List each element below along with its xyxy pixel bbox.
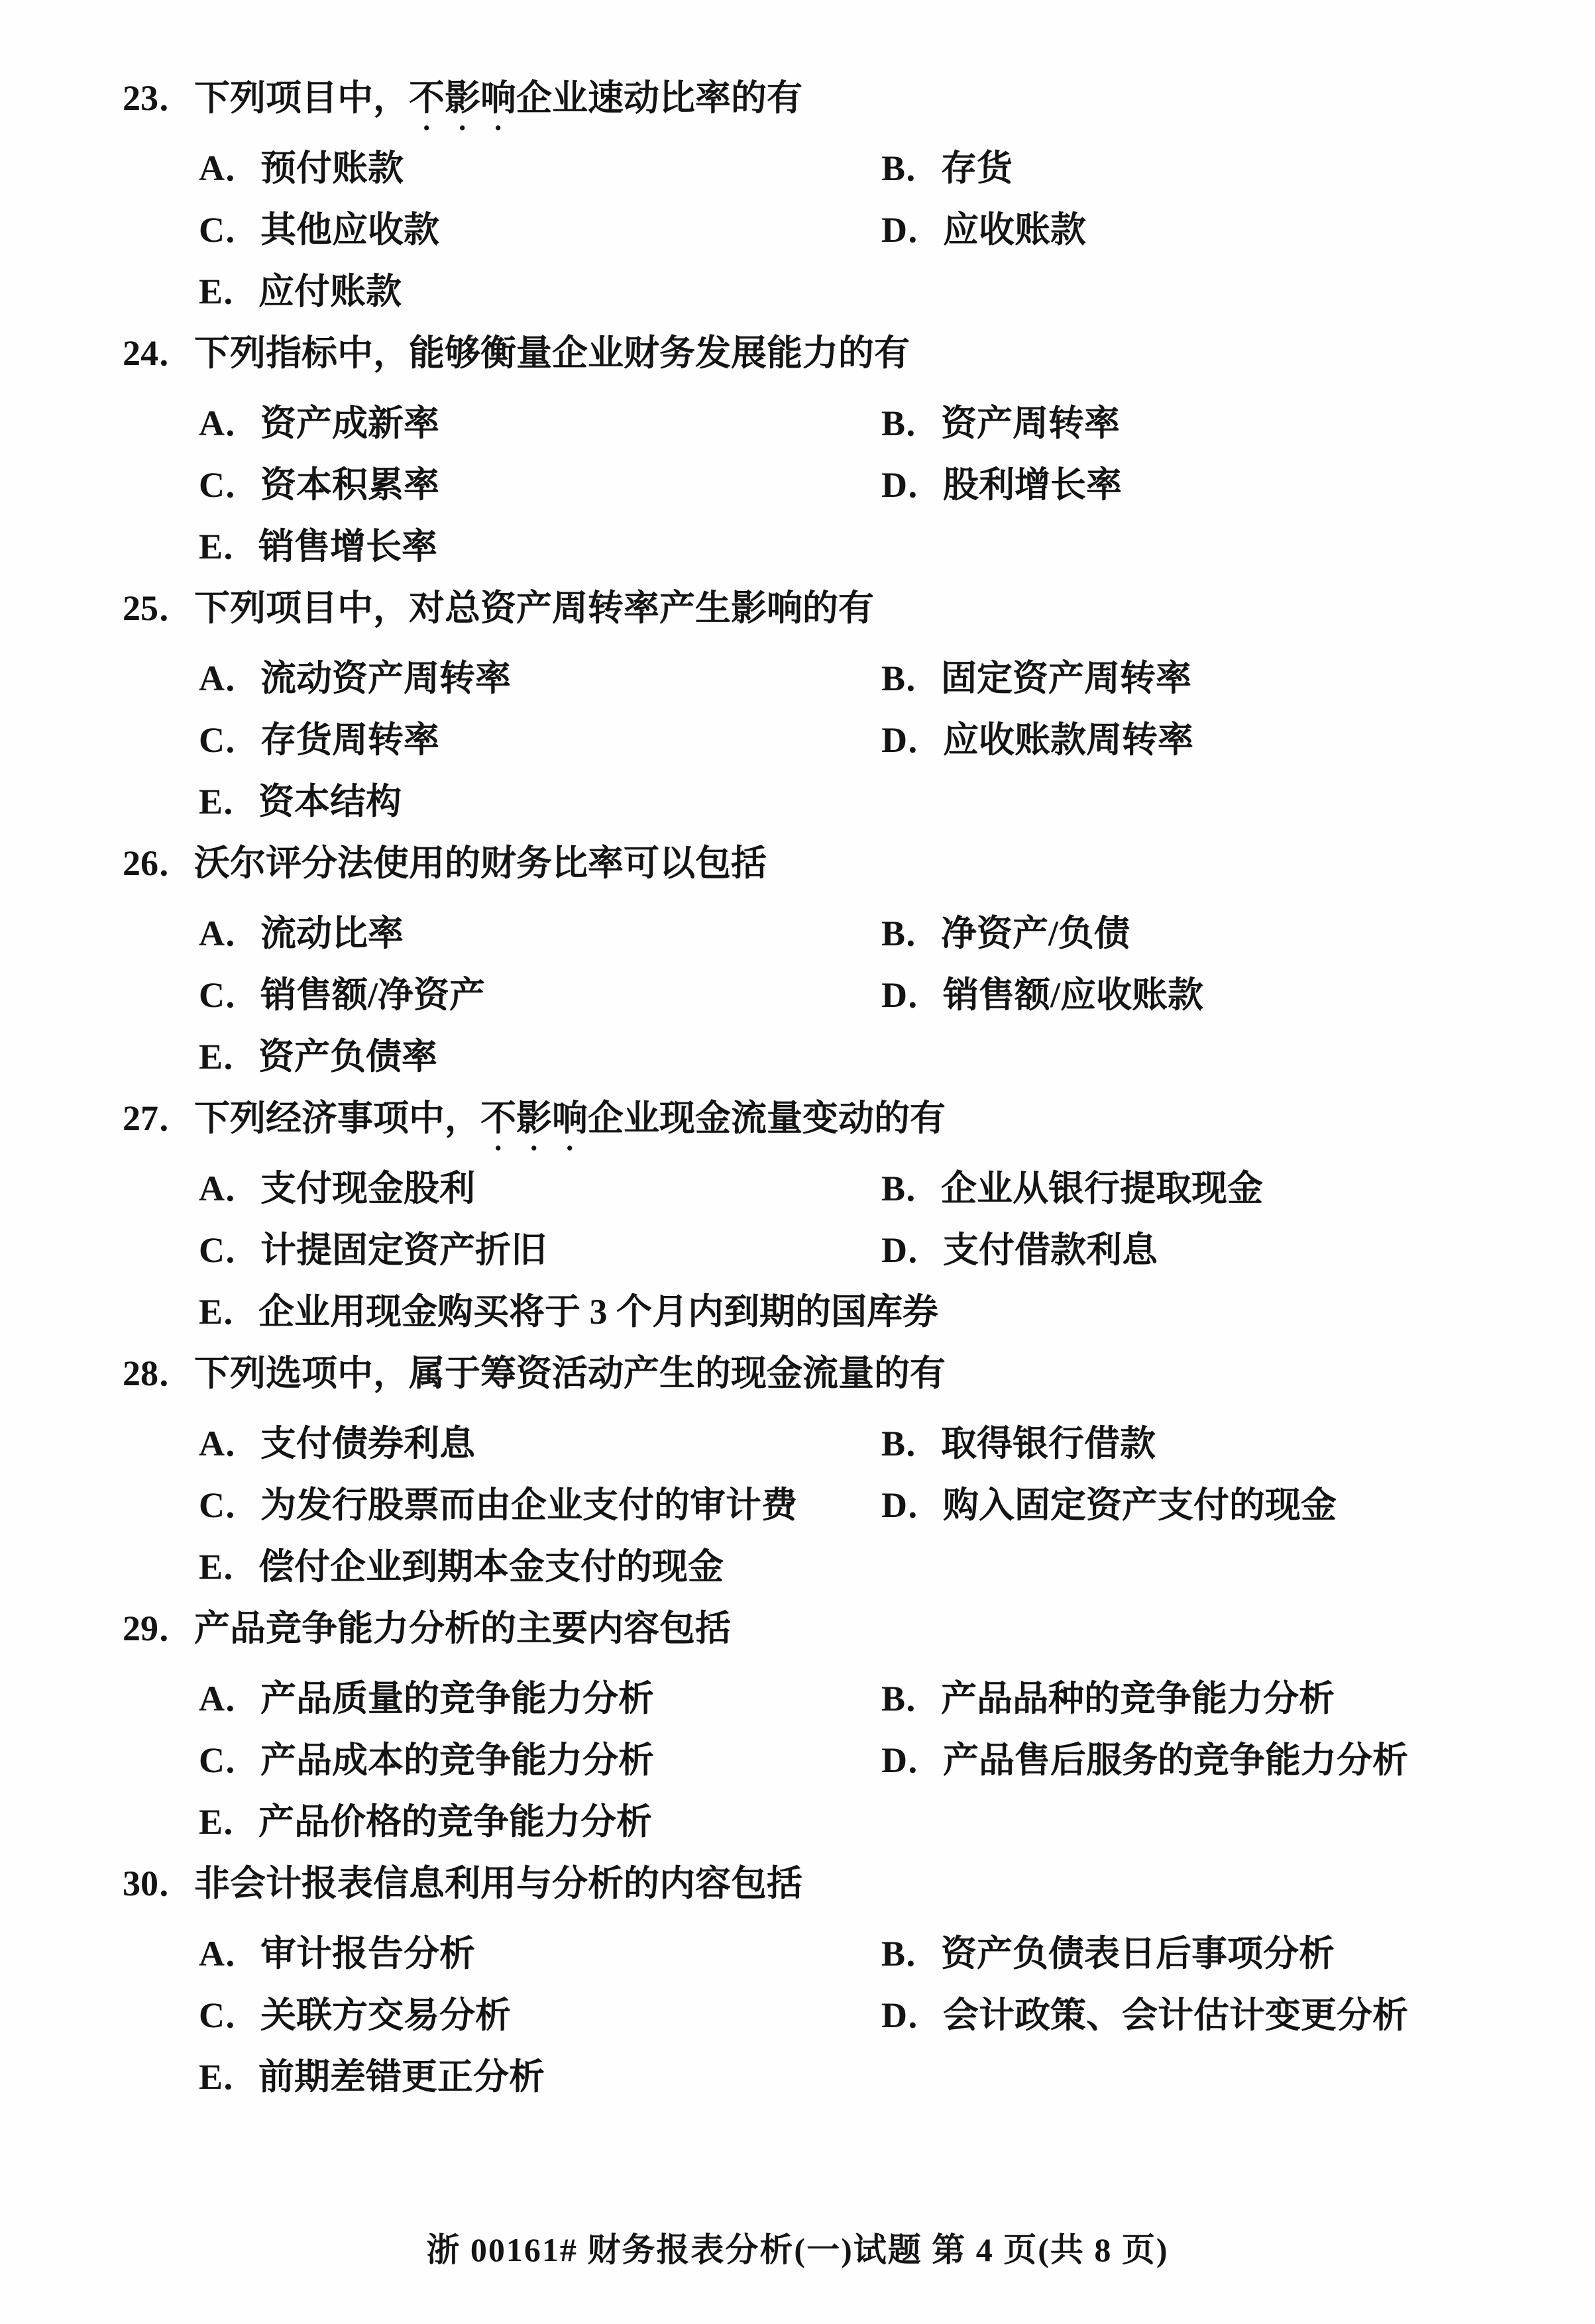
- stem-text: 企业速动比率的有: [516, 78, 802, 118]
- option-group: [0, 138, 1595, 323]
- stem-emphasized-text: 不影响: [480, 1098, 588, 1138]
- question-number: 23．: [123, 78, 194, 118]
- page-footer: [0, 2223, 1595, 2271]
- q25-option-b: B．固定资产周转率: [881, 659, 1192, 698]
- question-26: [0, 833, 1595, 1088]
- q26-option-c: C．销售额/净资产: [199, 975, 485, 1015]
- q27-option-a: A．支付现金股利: [199, 1169, 475, 1208]
- question-list: [0, 68, 1595, 2108]
- q28-option-c: C．为发行股票而由企业支付的审计费: [199, 1485, 797, 1525]
- option-group: [0, 903, 1595, 1088]
- question-29: [0, 1598, 1595, 1853]
- q25-option-e: E．资本结构: [199, 782, 402, 821]
- q26-option-d: D．销售额/应收账款: [881, 975, 1203, 1015]
- q27-option-e: E．企业用现金购买将于 3 个月内到期的国库券: [199, 1292, 939, 1332]
- question-stem: [0, 1088, 1595, 1158]
- q26-option-e: E．资产负债率: [199, 1037, 438, 1077]
- q24-option-e: E．销售增长率: [199, 527, 438, 566]
- question-27: [0, 1088, 1595, 1343]
- question-number: 30．: [123, 1864, 194, 1903]
- question-number: 28．: [123, 1353, 194, 1393]
- stem-text: 下列选项中，属于筹资活动产生的现金流量的有: [194, 1353, 946, 1393]
- option-group: [0, 1413, 1595, 1598]
- q23-option-d: D．应收账款: [881, 210, 1086, 250]
- q29-option-b: B．产品品种的竞争能力分析: [881, 1679, 1335, 1718]
- option-group: [0, 1158, 1595, 1343]
- question-number: 26．: [123, 843, 194, 883]
- stem-emphasized-text: 不影响: [409, 78, 516, 118]
- question-stem: [0, 578, 1595, 648]
- stem-text: 下列项目中，对总资产周转率产生影响的有: [194, 588, 874, 628]
- option-group: [0, 1668, 1595, 1853]
- question-stem: [0, 323, 1595, 393]
- q28-option-e: E．偿付企业到期本金支付的现金: [199, 1547, 724, 1587]
- q24-option-d: D．股利增长率: [881, 465, 1122, 505]
- option-group: [0, 1923, 1595, 2108]
- option-group: [0, 393, 1595, 578]
- q26-option-b: B．净资产/负债: [881, 914, 1130, 953]
- question-stem: [0, 1343, 1595, 1413]
- stem-text: 非会计报表信息利用与分析的内容包括: [194, 1864, 802, 1903]
- stem-text: 企业现金流量变动的有: [588, 1098, 946, 1138]
- q24-option-b: B．资产周转率: [881, 403, 1121, 443]
- q23-option-c: C．其他应收款: [199, 210, 439, 250]
- footer-text: 浙 00161# 财务报表分析(一)试题 第 4 页(共 8 页): [426, 2231, 1169, 2268]
- question-23: [0, 68, 1595, 323]
- q28-option-a: A．支付债券利息: [199, 1424, 475, 1463]
- q30-option-c: C．关联方交易分析: [199, 1995, 511, 2035]
- question-stem: [0, 833, 1595, 903]
- question-stem: [0, 1598, 1595, 1668]
- q29-option-c: C．产品成本的竞争能力分析: [199, 1740, 654, 1780]
- q27-option-c: C．计提固定资产折旧: [199, 1230, 547, 1270]
- stem-text: 下列经济事项中，: [194, 1098, 480, 1138]
- q27-option-d: D．支付借款利息: [881, 1230, 1158, 1270]
- q28-option-d: D．购入固定资产支付的现金: [881, 1485, 1337, 1525]
- q23-option-b: B．存货: [881, 148, 1013, 188]
- q25-option-a: A．流动资产周转率: [199, 659, 511, 698]
- q30-option-e: E．前期差错更正分析: [199, 2057, 545, 2097]
- question-number: 24．: [123, 333, 194, 373]
- option-group: [0, 648, 1595, 833]
- q28-option-b: B．取得银行借款: [881, 1424, 1156, 1463]
- q26-option-a: A．流动比率: [199, 914, 404, 953]
- question-number: 27．: [123, 1098, 194, 1138]
- question-25: [0, 578, 1595, 833]
- stem-text: 产品竞争能力分析的主要内容包括: [194, 1609, 731, 1648]
- q30-option-d: D．会计政策、会计估计变更分析: [881, 1995, 1408, 2035]
- q29-option-a: A．产品质量的竞争能力分析: [199, 1679, 654, 1718]
- question-number: 29．: [123, 1609, 194, 1648]
- question-30: [0, 1853, 1595, 2108]
- q27-option-b: B．企业从银行提取现金: [881, 1169, 1264, 1208]
- question-number: 25．: [123, 588, 194, 628]
- q23-option-e: E．应付账款: [199, 272, 402, 311]
- stem-text: 沃尔评分法使用的财务比率可以包括: [194, 843, 767, 883]
- q24-option-c: C．资本积累率: [199, 465, 439, 505]
- q30-option-b: B．资产负债表日后事项分析: [881, 1934, 1335, 1974]
- question-stem: [0, 68, 1595, 138]
- question-24: [0, 323, 1595, 578]
- q24-option-a: A．资产成新率: [199, 403, 439, 443]
- q30-option-a: A．审计报告分析: [199, 1934, 475, 1974]
- q25-option-d: D．应收账款周转率: [881, 720, 1193, 760]
- q23-option-a: A．预付账款: [199, 148, 404, 188]
- question-28: [0, 1343, 1595, 1598]
- stem-text: 下列项目中，: [194, 78, 409, 118]
- stem-text: 下列指标中，能够衡量企业财务发展能力的有: [194, 333, 910, 373]
- question-stem: [0, 1853, 1595, 1923]
- q29-option-d: D．产品售后服务的竞争能力分析: [881, 1740, 1408, 1780]
- q25-option-c: C．存货周转率: [199, 720, 439, 760]
- q29-option-e: E．产品价格的竞争能力分析: [199, 1802, 653, 1842]
